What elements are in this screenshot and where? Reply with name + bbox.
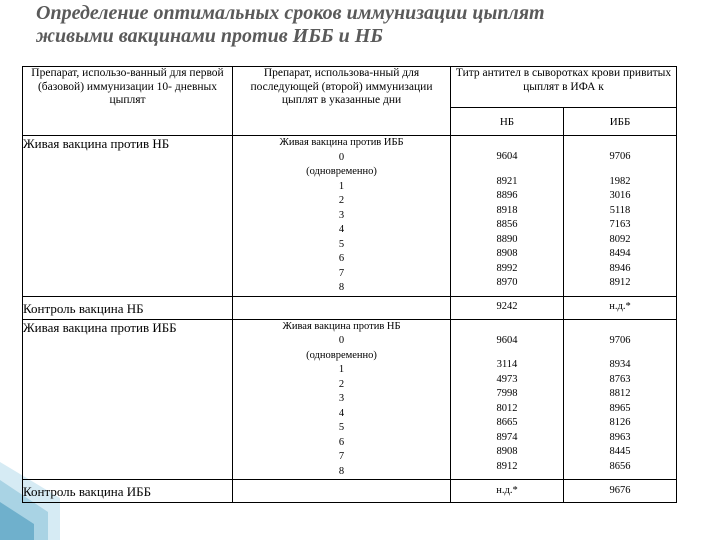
titer-value: 8970: [496, 277, 518, 288]
title-line-1: Определение оптимальных сроков иммунизации цыплят: [36, 2, 545, 24]
day-value: 6: [338, 436, 345, 448]
second-vaccine-cell: [233, 136, 451, 297]
titer-value: 8896: [496, 190, 518, 201]
titer-value: 8012: [496, 402, 518, 414]
day-value: 2: [338, 195, 345, 206]
day-value: 0: [338, 151, 345, 163]
titer-value: 1982: [609, 175, 631, 187]
titer-value: 8763: [609, 373, 631, 385]
title-line-2: живыми вакцинами против ИББ и НБ: [36, 25, 384, 47]
day-value: 4: [338, 407, 345, 419]
titer-nb-cell: [451, 319, 564, 480]
titer-value: 8918: [496, 204, 518, 216]
titer-value: 3114: [496, 359, 518, 370]
day-value: (одновременно): [306, 166, 377, 177]
second-vaccine-label: Живая вакцина против ИББ: [279, 137, 404, 148]
control-nb-value: н.д.*: [451, 480, 564, 503]
titer-value: 8126: [609, 417, 631, 428]
titer-value: 5118: [609, 204, 631, 216]
empty-cell: [233, 480, 451, 503]
titer-value: 8665: [496, 417, 518, 428]
day-value: 2: [338, 378, 345, 390]
value-list: [233, 151, 450, 180]
titer-value: 3016: [609, 190, 631, 201]
subheader-nb: НБ: [451, 108, 564, 136]
table-row-block-1: [23, 136, 677, 297]
second-vaccine-label: Живая вакцина против НБ: [282, 320, 401, 332]
titer-value: 9604: [496, 334, 518, 346]
first-vaccine-label: Живая вакцина против ИББ: [23, 319, 233, 480]
titer-value: 8890: [496, 233, 518, 245]
second-vaccine-cell: [233, 319, 451, 480]
titer-value: 7163: [609, 219, 631, 230]
titer-value: 9706: [609, 334, 631, 346]
day-value: 1: [338, 364, 345, 375]
titer-value: 8908: [496, 248, 518, 259]
day-value: 3: [338, 393, 345, 404]
titer-value: 8912: [609, 277, 631, 288]
control-nb-value: 9242: [451, 296, 564, 319]
titer-value: 8965: [609, 402, 631, 414]
control-ibb-value: н.д.*: [564, 296, 677, 319]
value-list: [451, 358, 563, 474]
titer-ibb-cell: [564, 319, 677, 480]
page-title: [36, 2, 676, 48]
subheader-ibb: ИББ: [564, 108, 677, 136]
value-list: [564, 175, 676, 291]
value-list: [233, 180, 450, 296]
header-row: [23, 67, 677, 108]
control-ibb-value: 9676: [564, 480, 677, 503]
day-value: 3: [338, 209, 345, 221]
control-label: Контроль вакцина НБ: [23, 296, 233, 319]
titer-value: 8912: [496, 460, 518, 472]
titer-value: 8946: [609, 262, 631, 274]
day-value: 7: [338, 267, 345, 279]
titer-value: 9604: [496, 151, 518, 162]
value-list: [233, 363, 450, 479]
table-row-block-2: [23, 319, 677, 480]
titer-value: 8812: [609, 388, 631, 399]
immunization-table: [22, 66, 677, 503]
titer-value: 8494: [609, 248, 631, 259]
titer-value: 8656: [609, 460, 631, 472]
titer-value: 8092: [609, 233, 631, 245]
day-value: 8: [338, 282, 345, 293]
titer-value: 8445: [609, 446, 631, 457]
titer-value: 4973: [496, 373, 518, 385]
titer-nb-cell: [451, 136, 564, 297]
day-value: 7: [338, 451, 345, 462]
titer-value: 9706: [609, 151, 631, 162]
value-list: [233, 334, 450, 363]
header-second-vaccine: Препарат, использова-нный для последующей (второй) иммунизации цыплят в указанные дни: [233, 67, 451, 136]
value-list: [451, 175, 563, 291]
day-value: 0: [338, 335, 345, 346]
titer-value: 8908: [496, 446, 518, 457]
titer-value: 8963: [609, 431, 631, 443]
titer-value: 8974: [496, 431, 518, 443]
header-first-vaccine: Препарат, использо-ванный для первой (базовой) иммунизации 10- дневных цыплят: [23, 67, 233, 136]
first-vaccine-label: Живая вакцина против НБ: [23, 136, 233, 297]
header-antibody-titer: Титр антител в сыворотках крови привитых цыплят в ИФА к: [451, 67, 677, 108]
table-row-control-2: [23, 480, 677, 503]
titer-value: 7998: [496, 388, 518, 399]
day-value: 6: [338, 253, 345, 264]
titer-value: 8921: [496, 175, 518, 187]
day-value: 4: [338, 224, 345, 235]
day-value: 8: [338, 465, 345, 477]
day-value: (одновременно): [306, 349, 377, 361]
titer-ibb-cell: [564, 136, 677, 297]
day-value: 5: [338, 238, 345, 250]
day-value: 5: [338, 422, 345, 433]
empty-cell: [233, 296, 451, 319]
value-list: [564, 358, 676, 474]
control-label: Контроль вакцина ИББ: [23, 480, 233, 503]
titer-value: 8856: [496, 219, 518, 230]
titer-value: 8992: [496, 262, 518, 274]
day-value: 1: [338, 180, 345, 192]
titer-value: 8934: [609, 359, 631, 370]
table-row-control-1: [23, 296, 677, 319]
